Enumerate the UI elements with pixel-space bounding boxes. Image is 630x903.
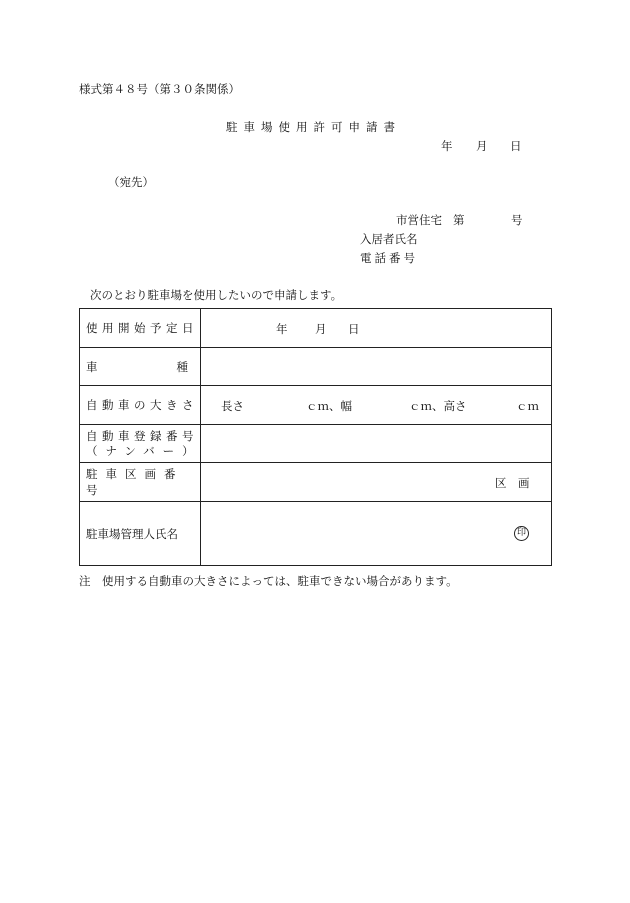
manager-label: 駐車場管理人氏名	[86, 526, 178, 541]
start-date-label: 使用開始予定日	[86, 321, 198, 335]
cm-label: ｃｍ	[516, 399, 539, 413]
start-year: 年	[276, 322, 288, 336]
seal-mark: 印	[514, 526, 529, 541]
registration-value-cell[interactable]	[201, 425, 552, 463]
cm-width-label: ｃｍ、幅	[306, 399, 352, 413]
start-date-value-cell[interactable]	[201, 309, 552, 348]
row-car-type	[80, 348, 552, 386]
car-type-value-cell[interactable]	[201, 348, 552, 386]
car-size-label: 自動車の大きさ	[86, 398, 198, 412]
car-type-label-1: 車	[86, 359, 98, 374]
date-day-label: 日	[510, 139, 522, 153]
registration-label-1: 自動車登録番号	[86, 428, 198, 443]
row-lot-number	[80, 463, 552, 502]
lot-suffix: 区 画	[495, 476, 530, 490]
manager-label-cell	[80, 502, 201, 566]
row-start-date	[80, 309, 552, 348]
car-size-value-cell[interactable]	[201, 386, 552, 425]
row-manager	[80, 502, 552, 566]
housing-label: 市営住宅	[396, 213, 442, 227]
row-car-size	[80, 386, 552, 425]
cm-height-label: ｃｍ、高さ	[409, 399, 467, 413]
housing-dai: 第	[453, 213, 465, 227]
application-table	[79, 308, 552, 566]
housing-gou: 号	[511, 213, 523, 227]
length-label: 長さ	[221, 399, 244, 413]
start-month: 月	[315, 322, 327, 336]
car-size-label-cell	[80, 386, 201, 425]
document-title: 駐車場使用許可申請書	[226, 120, 401, 134]
date-month-label: 月	[476, 139, 488, 153]
form-number: 様式第４８号（第３０条関係）	[79, 82, 240, 96]
row-registration	[80, 425, 552, 463]
registration-label-cell	[80, 425, 201, 463]
note-text: 注 使用する自動車の大きさによっては、駐車できない場合があります。	[79, 574, 458, 588]
resident-name-label: 入居者氏名	[360, 232, 418, 246]
manager-value-cell[interactable]	[201, 502, 552, 566]
date-year-label: 年	[441, 139, 453, 153]
intro-text: 次のとおり駐車場を使用したいので申請します。	[90, 288, 343, 302]
car-type-label-cell	[80, 348, 201, 386]
lot-number-label: 駐車区画番号	[86, 467, 184, 497]
start-date-label-cell	[80, 309, 201, 348]
phone-label: 電話番号	[360, 251, 418, 265]
car-type-label-2: 種	[176, 359, 188, 374]
lot-number-label-cell	[80, 463, 201, 502]
registration-label-2: （ナンバー）	[86, 443, 202, 458]
addressee: （宛先）	[108, 175, 154, 189]
lot-number-value-cell[interactable]	[201, 463, 552, 502]
start-day: 日	[348, 322, 360, 336]
